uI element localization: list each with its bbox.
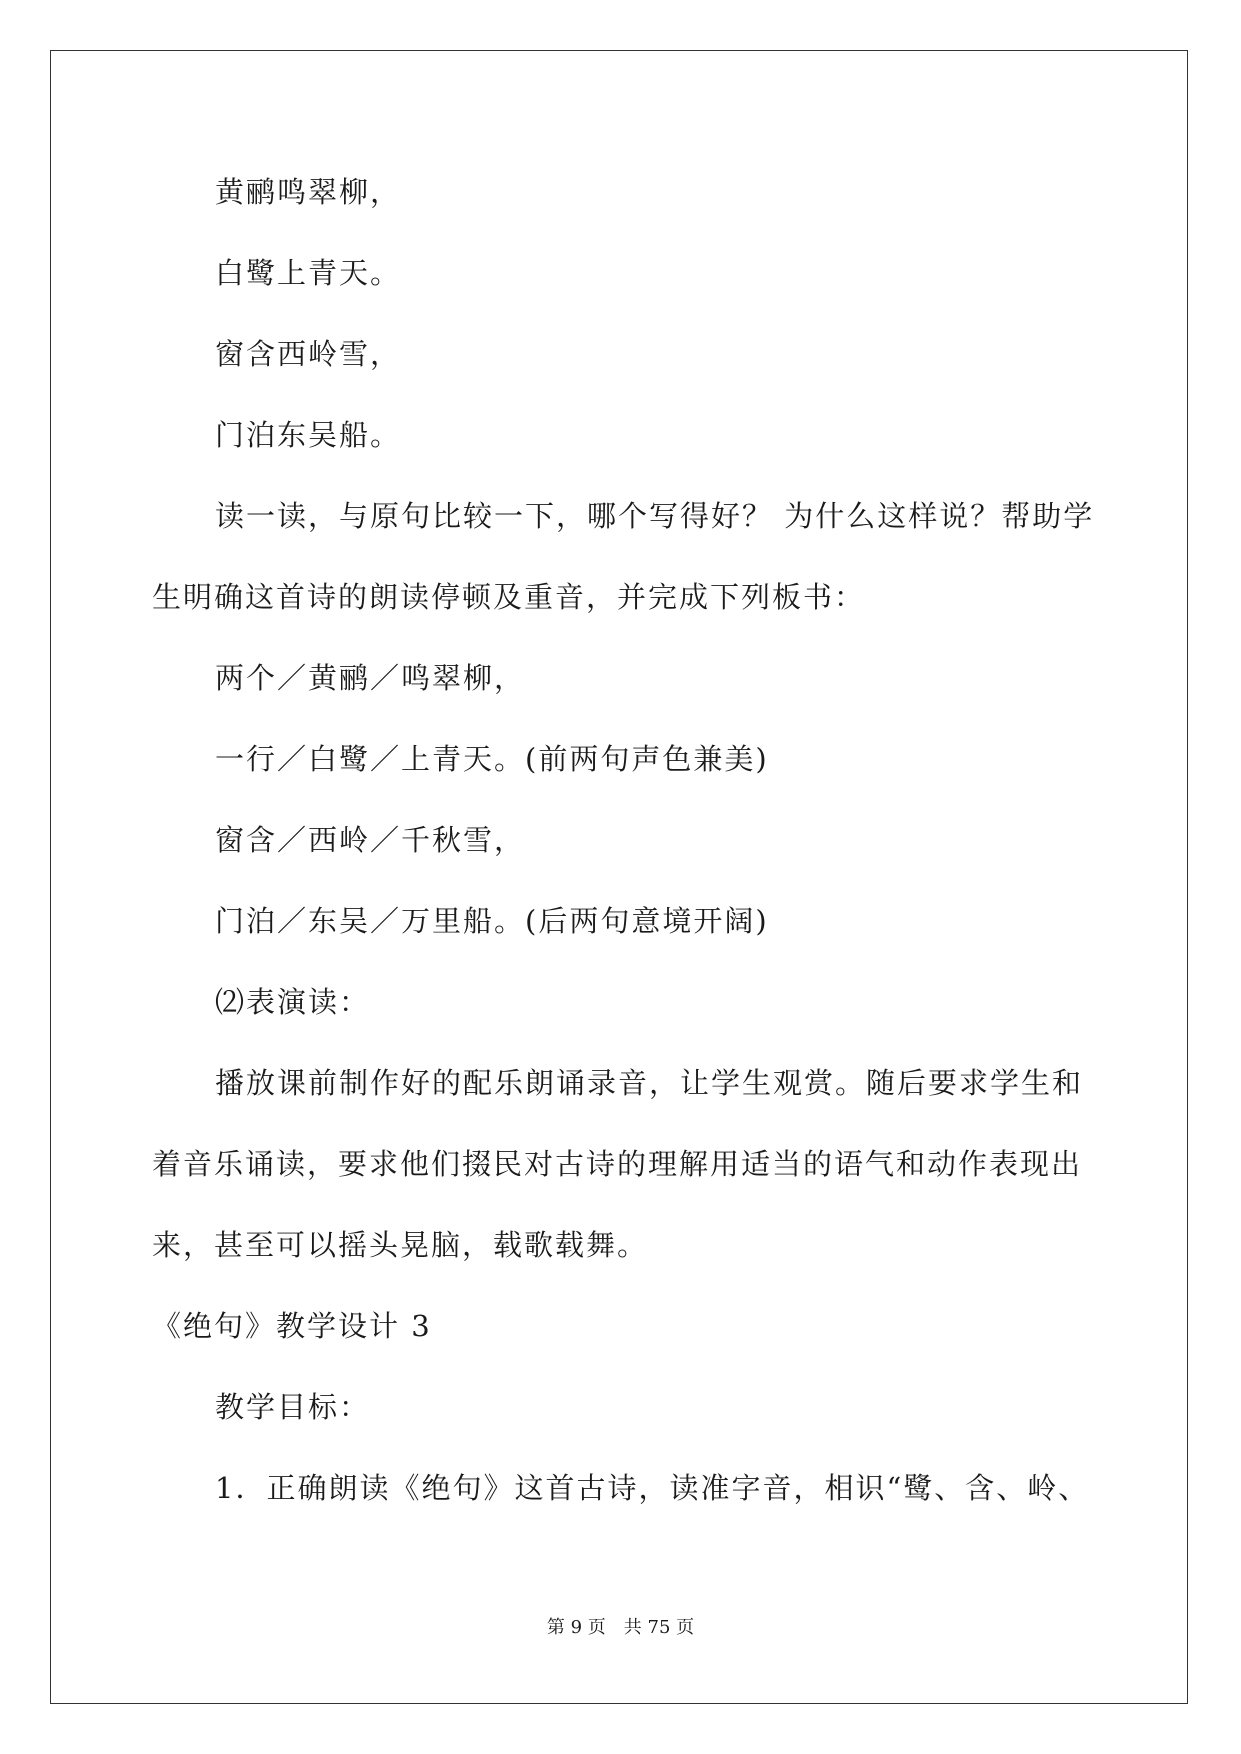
board-line-3: 窗含／西岭／千秋雪，: [215, 823, 526, 857]
body-paragraph-2-line-1: 播放课前制作好的配乐朗诵录音，让学生观赏。随后要求学生和: [215, 1066, 1084, 1100]
body-paragraph-2-line-2: 着音乐诵读，要求他们掇民对古诗的理解用适当的语气和动作表现出: [152, 1147, 1083, 1181]
body-paragraph-1-line-2: 生明确这首诗的朗读停顿及重音，并完成下列板书：: [152, 580, 866, 614]
board-line-1: 两个／黄鹂／鸣翠柳，: [215, 661, 526, 695]
poem-line-2: 白鹭上青天。: [215, 256, 402, 290]
page-footer: 第 9 页 共 75 页: [546, 1617, 695, 1638]
page-border: [50, 50, 1188, 1704]
objectives-heading: 教学目标：: [215, 1390, 371, 1424]
section-title: 《绝句》教学设计 3: [152, 1309, 432, 1343]
poem-line-1: 黄鹂鸣翠柳，: [215, 175, 402, 209]
poem-line-4: 门泊东吴船。: [215, 418, 402, 452]
body-paragraph-2-line-3: 来，甚至可以摇头晃脑，载歌载舞。: [152, 1228, 649, 1262]
body-paragraph-1-line-1: 读一读，与原句比较一下，哪个写得好？ 为什么这样说？帮助学: [215, 499, 1095, 533]
board-line-2: 一行／白鹭／上青天。(前两句声色兼美): [215, 742, 769, 776]
subsection-heading: ⑵表演读：: [215, 985, 371, 1019]
poem-line-3: 窗含西岭雪，: [215, 337, 402, 371]
board-line-4: 门泊／东吴／万里船。(后两句意境开阔): [215, 904, 769, 938]
objective-item-1: 1．正确朗读《绝句》这首古诗，读准字音，相识“鹭、含、岭、: [215, 1471, 1090, 1505]
